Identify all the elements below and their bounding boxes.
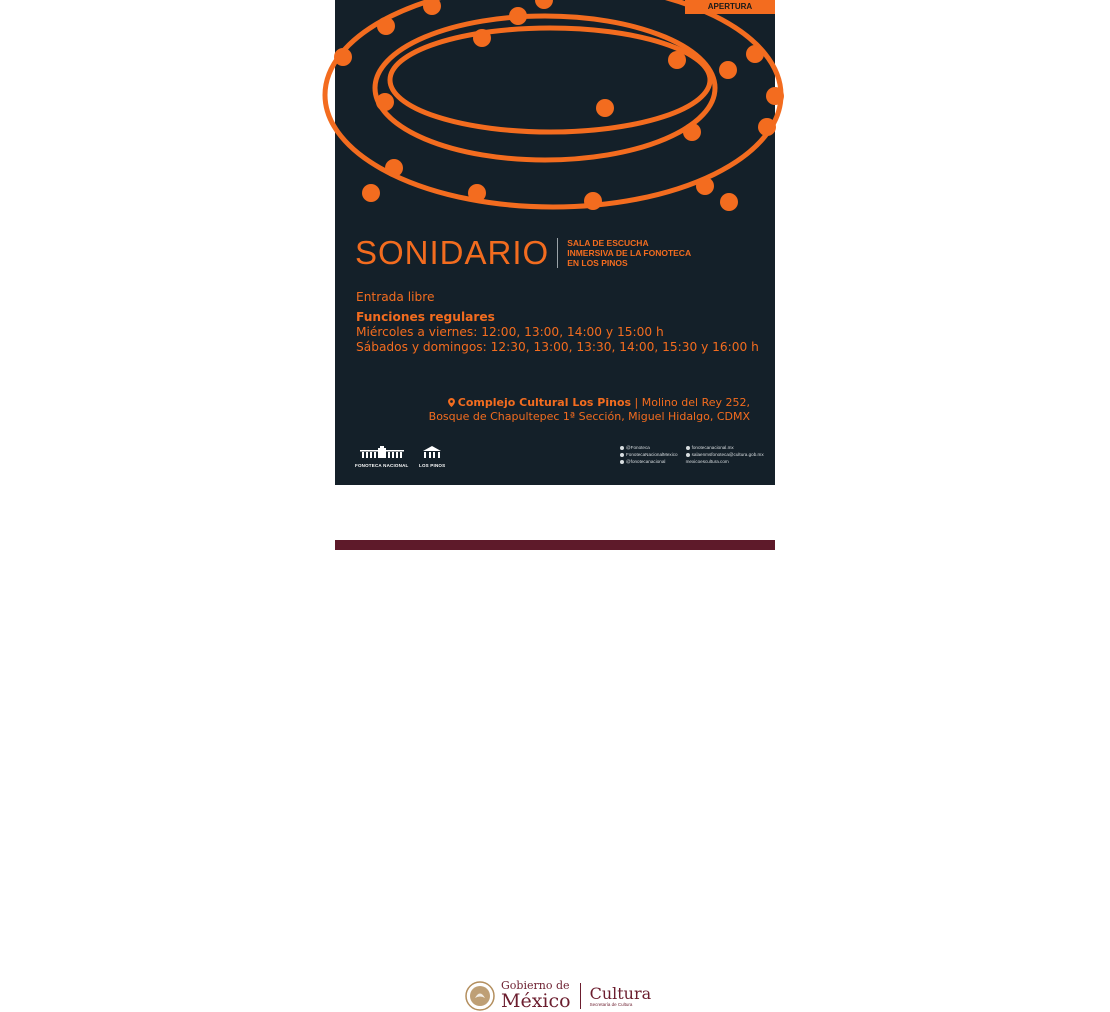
middle-ring <box>375 16 715 160</box>
location-pin-icon <box>448 398 455 407</box>
orbit-dot <box>468 184 486 202</box>
social-icon <box>620 453 624 457</box>
orbit-dot <box>334 48 352 66</box>
venue-address <box>429 396 750 424</box>
orbit-dot <box>696 177 714 195</box>
government-footer <box>335 485 775 1012</box>
gobierno-line-1: Gobierno de <box>501 979 570 992</box>
orbit-dot <box>385 159 403 177</box>
orbit-dot <box>362 184 380 202</box>
gobierno-line-2: México <box>501 990 571 1012</box>
schedule-weekdays: Miércoles a viernes: 12:00, 13:00, 14:00 y 15:00 h <box>356 325 664 339</box>
cultura-title: Cultura <box>589 983 652 1003</box>
apertura-badge: APERTURA <box>685 0 775 14</box>
orbit-dot <box>584 192 602 210</box>
schedule-info <box>356 290 759 355</box>
inner-ring <box>390 28 710 132</box>
los-pinos-logo-icon <box>421 446 443 458</box>
poster-subtitle: SALA DE ESCUCHA INMERSIVA DE LA FONOTECA EN LOS PINOS <box>567 238 692 268</box>
social-link[interactable]: mexicoescultura.com <box>685 459 729 464</box>
cultura-logo <box>590 985 652 1007</box>
los-pinos-logo <box>419 443 445 468</box>
social-link[interactable]: @Fonoteca <box>620 444 678 451</box>
social-icon <box>620 446 624 450</box>
poster-title: SONIDARIO <box>355 234 550 271</box>
orbit-dot <box>473 29 491 47</box>
orbit-dot <box>720 193 738 211</box>
funciones-heading: Funciones regulares <box>356 310 495 324</box>
fonoteca-logo <box>355 443 408 468</box>
address-street: | Molino del Rey 252, <box>631 396 750 409</box>
orbit-dot <box>683 123 701 141</box>
orbit-dot <box>377 17 395 35</box>
orbit-dot <box>509 7 527 25</box>
orbit-dot <box>719 61 737 79</box>
social-col-1 <box>620 444 678 465</box>
social-link[interactable]: @fonotecanacional <box>620 458 678 465</box>
orbit-dot <box>746 45 764 63</box>
title-row <box>355 234 691 272</box>
email-icon <box>686 453 690 457</box>
poster <box>335 0 775 1012</box>
fonoteca-logo-label: FONOTECA NACIONAL <box>355 463 409 468</box>
cultura-subtitle: Secretaría de Cultura <box>589 1001 633 1007</box>
entrada-libre-text: Entrada libre <box>356 290 435 304</box>
schedule-weekends: Sábados y domingos: 12:30, 13:00, 13:30, 14:00, 15:30 y 16:00 h <box>356 340 759 354</box>
social-link[interactable]: salaenmsfonoteca@cultura.gob.mx <box>686 451 764 458</box>
mexico-emblem-icon <box>465 981 495 1011</box>
address-line-2: Bosque de Chapultepec 1ª Sección, Miguel Hidalgo, CDMX <box>428 410 750 423</box>
gobierno-mexico-logo <box>501 980 571 1011</box>
orbit-rings-graphic <box>335 0 775 230</box>
government-branding <box>465 980 651 1011</box>
web-icon <box>686 446 690 450</box>
fonoteca-logo-icon <box>360 446 404 458</box>
orbit-dot <box>766 87 784 105</box>
social-col-2 <box>686 444 764 465</box>
footer-color-bar <box>335 540 775 550</box>
social-link[interactable]: FonotecaNacionalMexico <box>620 451 678 458</box>
social-links <box>620 444 764 465</box>
footer-divider <box>580 983 581 1009</box>
title-divider <box>557 238 558 268</box>
orbit-dot <box>668 51 686 69</box>
poster-dark-panel <box>335 0 775 485</box>
address-line-1 <box>429 396 750 410</box>
orbit-dot <box>376 93 394 111</box>
social-link[interactable]: fonotecanacional.mx <box>686 444 764 451</box>
orbit-dot <box>758 118 776 136</box>
social-icon <box>620 460 624 464</box>
los-pinos-logo-label: LOS PINOS <box>419 463 446 468</box>
orbit-dot <box>423 0 441 15</box>
orbit-dot <box>596 99 614 117</box>
venue-name: Complejo Cultural Los Pinos <box>457 396 632 409</box>
orbit-dot <box>535 0 553 9</box>
